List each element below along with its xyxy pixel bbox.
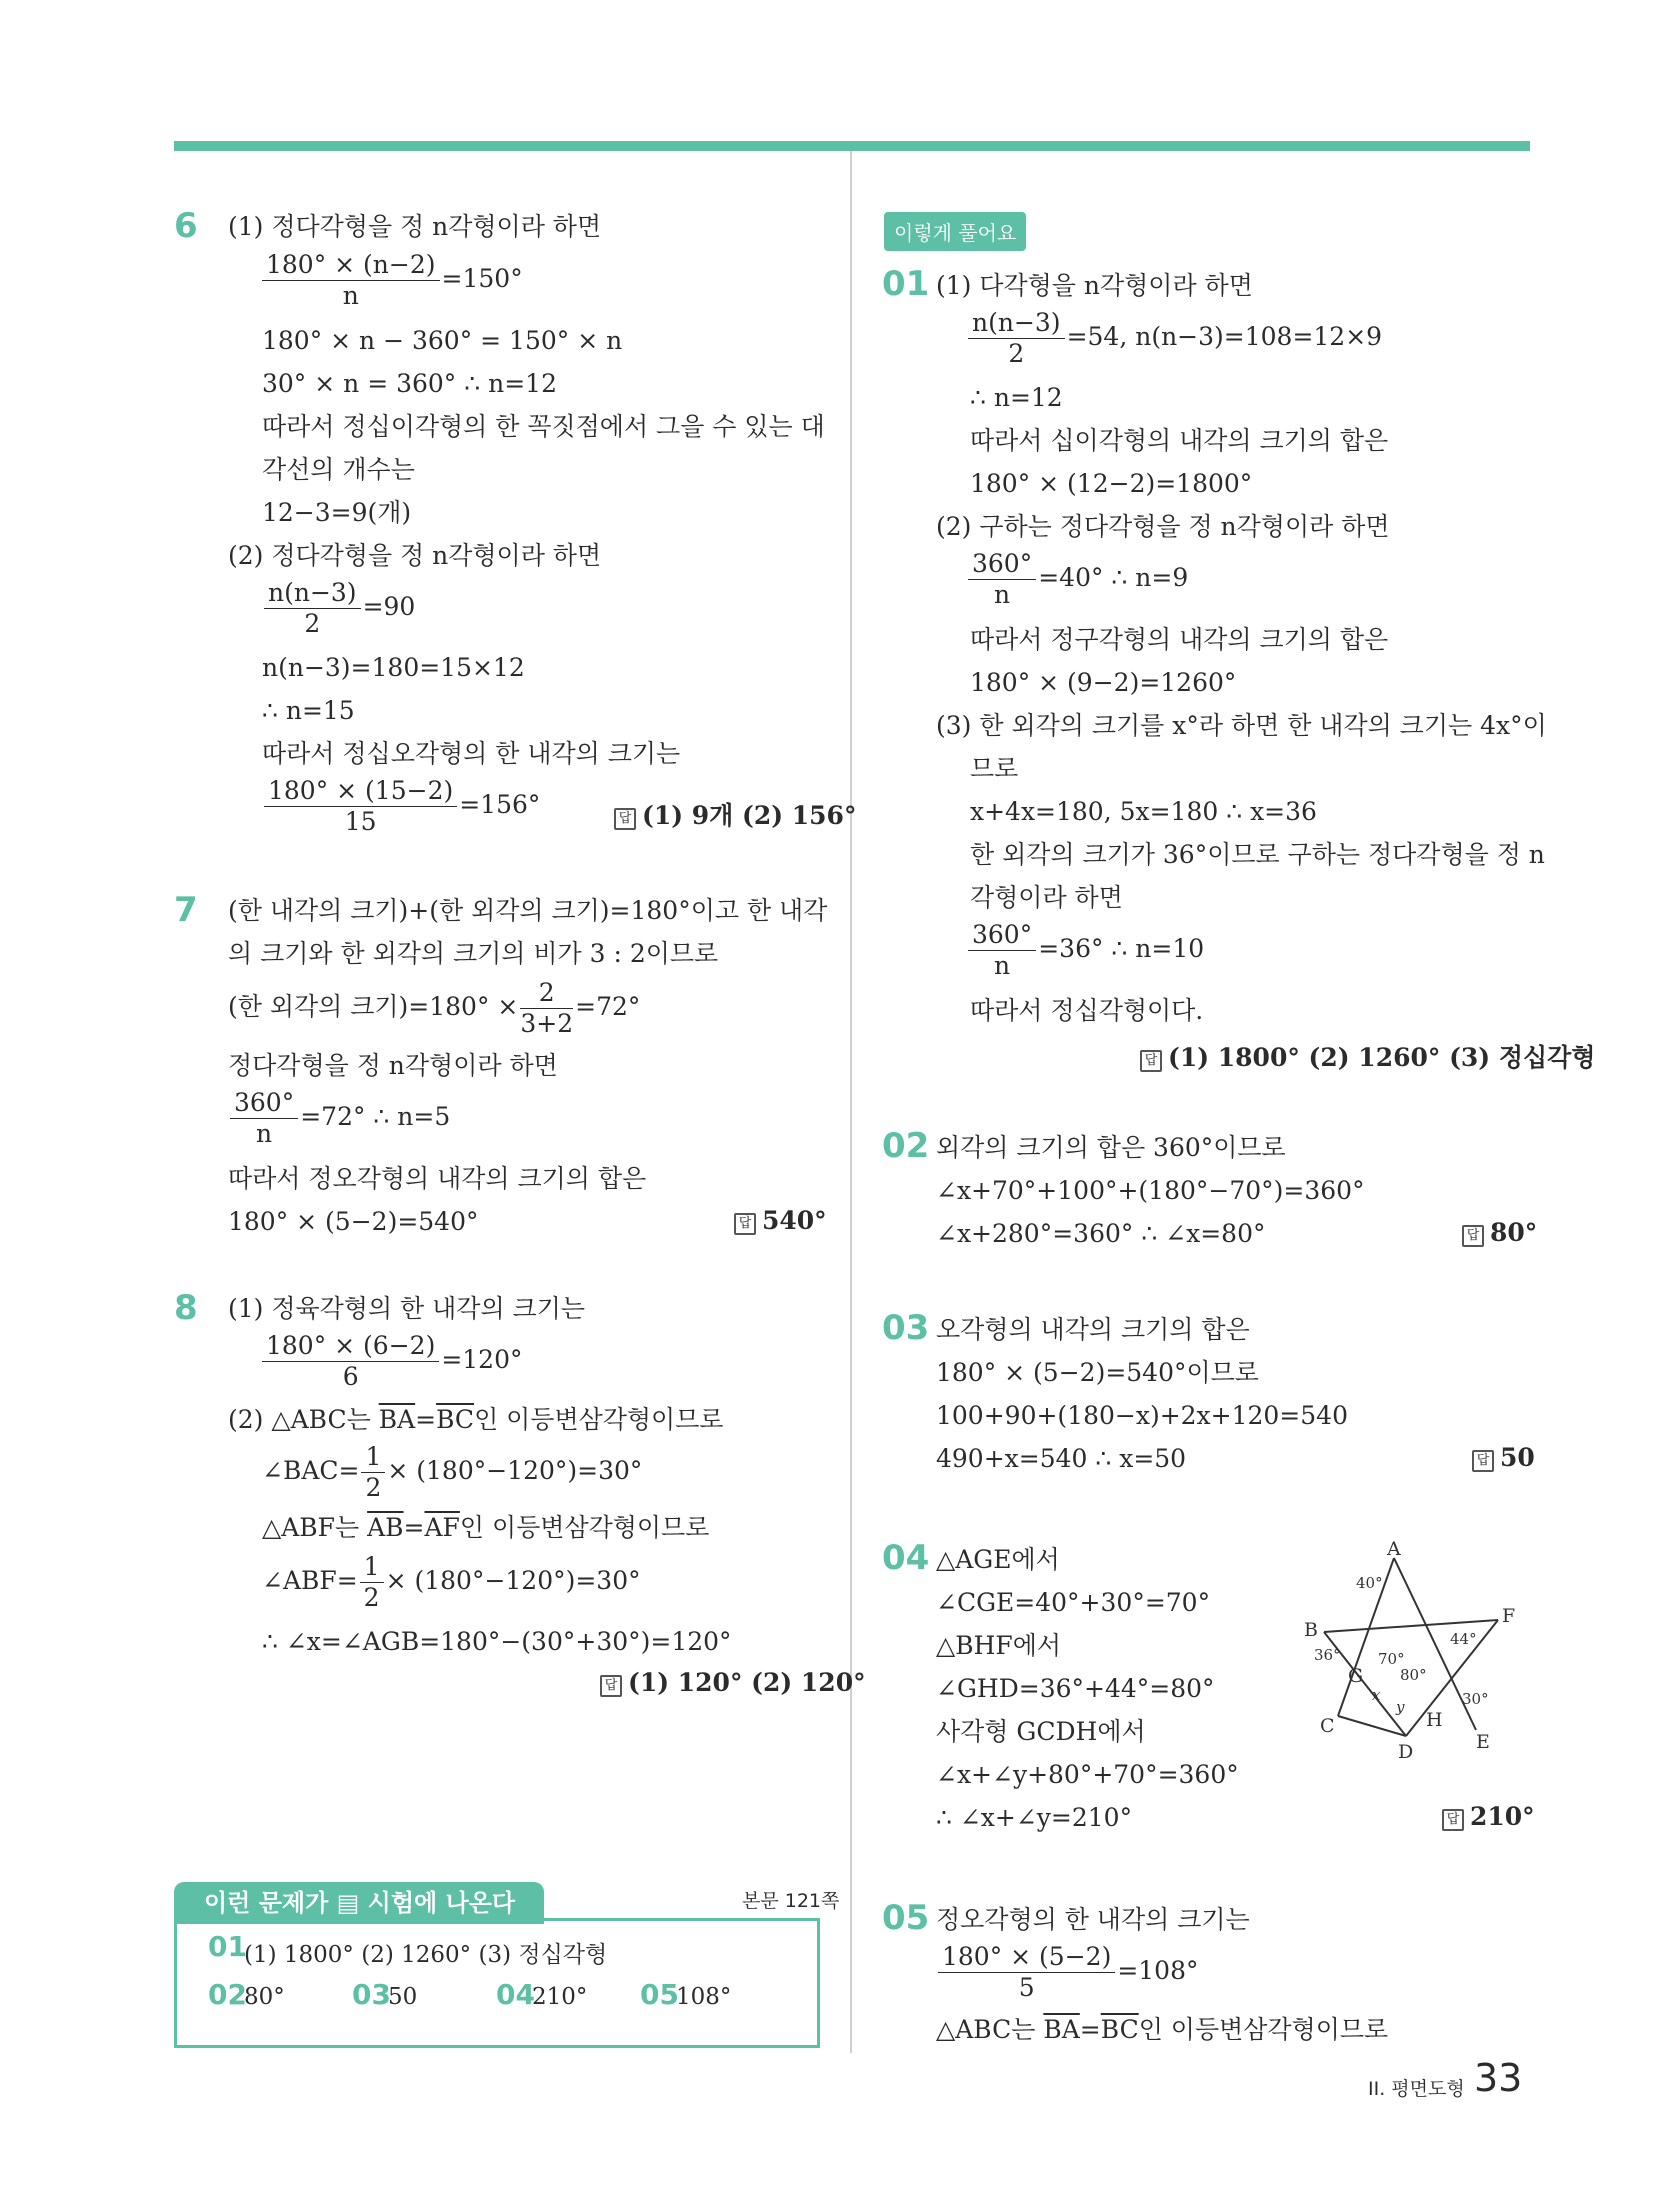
- box-val-03: 50: [388, 1984, 418, 2010]
- label-g: G: [1348, 1665, 1364, 1687]
- angle-80: 80°: [1400, 1666, 1427, 1684]
- q01-f3-numerator: 360°: [968, 920, 1036, 951]
- p7-line-3-text: (한 외각의 크기)=180° ×: [228, 992, 519, 1021]
- q02-line-3: ∠x+280°=360° ∴ ∠x=80°: [936, 1219, 1266, 1248]
- p8-half-numerator: 1: [361, 1442, 385, 1473]
- q04-line-1: △AGE에서: [936, 1545, 1060, 1574]
- p8-f1-denominator: 6: [342, 1362, 359, 1391]
- p7-fraction-2: [228, 1088, 450, 1149]
- box-num-01: 01: [208, 1930, 247, 1963]
- p7-line-6: 180° × (5−2)=540°: [228, 1207, 479, 1236]
- p6-f2-numerator: n(n−3): [264, 578, 361, 609]
- q03-line-3: 100+90+(180−x)+2x+120=540: [936, 1401, 1348, 1430]
- p7-f-numerator: 2: [520, 978, 573, 1009]
- q01-line-10: x+4x=180, 5x=180 ∴ x=36: [970, 797, 1317, 826]
- p8-l2-segment-ba: $\overline{BA}$: [378, 1405, 416, 1434]
- p6-fraction-2: [262, 578, 415, 639]
- q04-line-4: ∠GHD=36°+44°=80°: [936, 1674, 1215, 1703]
- p6-f1-numerator: 180° × (n−2): [262, 250, 440, 281]
- box-val-05: 108°: [676, 1984, 732, 2010]
- p6-line-6: 12−3=9(개): [262, 498, 412, 527]
- angle-36: 36°: [1314, 1646, 1341, 1664]
- q01-f2-numerator: 360°: [968, 549, 1036, 580]
- q01-line-12: 각형이라 하면: [970, 883, 1123, 912]
- p8-half2-denominator: 2: [363, 1583, 380, 1612]
- label-e: E: [1476, 1731, 1490, 1753]
- q01-line-1: (1) 다각형을 n각형이라 하면: [936, 271, 1253, 300]
- q01-line-8: (3) 한 외각의 크기를 x°라 하면 한 내각의 크기는 4x°이: [936, 711, 1547, 740]
- p7-line-3: [228, 978, 640, 1039]
- solution-badge: 이렇게 풀어요: [884, 212, 1026, 251]
- q05-number: 05: [882, 1898, 930, 1938]
- answer-icon: 답: [1140, 1050, 1162, 1072]
- top-accent-bar: [174, 141, 1530, 151]
- p6-f3-denominator: 15: [344, 807, 377, 836]
- p7-line-2: 의 크기와 한 외각의 크기의 비가 3 : 2이므로: [228, 939, 719, 968]
- q04-line-6: ∠x+∠y+80°+70°=360°: [936, 1760, 1239, 1789]
- p6-line-9: ∴ n=15: [262, 696, 355, 725]
- answer-icon: 답: [1472, 1450, 1494, 1472]
- label-f: F: [1502, 1605, 1516, 1627]
- label-a: A: [1387, 1540, 1401, 1560]
- p6-line-7: (2) 정다각형을 정 n각형이라 하면: [228, 541, 602, 570]
- p8-half2-numerator: 1: [360, 1552, 384, 1583]
- q01-line-5: (2) 구하는 정다각형을 정 n각형이라 하면: [936, 512, 1390, 541]
- p7-line-5: 따라서 정오각형의 내각의 크기의 합은: [228, 1164, 647, 1193]
- p8-line-3: [262, 1442, 642, 1503]
- box-val-04: 210°: [532, 1984, 588, 2010]
- q04-answer: [1442, 1802, 1535, 1831]
- q03-number: 03: [882, 1308, 930, 1348]
- p6-f2-result: =90: [362, 592, 416, 621]
- exam-box-header: 이런 문제가 ▤ 시험에 나온다: [174, 1882, 544, 1924]
- p8-fraction-1: [260, 1331, 523, 1392]
- footer-section: II. 평면도형: [1368, 2078, 1465, 2100]
- q01-line-4: 180° × (12−2)=1800°: [970, 469, 1253, 498]
- angle-y: y: [1396, 1698, 1405, 1716]
- q05-l2-e: 인 이등변삼각형이므로: [1138, 2015, 1389, 2044]
- p8-line-6: ∴ ∠x=∠AGB=180°−(30°+30°)=120°: [262, 1627, 732, 1656]
- box-num-03: 03: [352, 1978, 391, 2011]
- p6-f3-numerator: 180° × (15−2): [264, 776, 457, 807]
- q01-line-11: 한 외각의 크기가 36°이므로 구하는 정다각형을 정 n: [970, 840, 1545, 869]
- p8-l3-b: × (180°−120°)=30°: [387, 1456, 643, 1485]
- q01-f2-result: =40° ∴ n=9: [1038, 563, 1189, 592]
- q03-answer: [1472, 1443, 1535, 1472]
- p7-answer: [734, 1206, 827, 1235]
- answer-icon: 답: [614, 808, 636, 830]
- q05-f-numerator: 180° × (5−2): [938, 1942, 1115, 1973]
- p6-line-10: 따라서 정십오각형의 한 내각의 크기는: [262, 739, 681, 768]
- box-val-02: 80°: [244, 1984, 285, 2010]
- q01-fraction-2: [966, 549, 1188, 610]
- q01-f3-result: =36° ∴ n=10: [1038, 934, 1205, 963]
- q04-answer-text: 210°: [1470, 1802, 1535, 1831]
- p8-l2-a: (2) △ABC는: [228, 1405, 379, 1434]
- q02-line-1: 외각의 크기의 합은 360°이므로: [936, 1133, 1286, 1162]
- q01-line-6: 따라서 정구각형의 내각의 크기의 합은: [970, 625, 1389, 654]
- p6-f2-denominator: 2: [304, 609, 321, 638]
- p7-line-1: (한 내각의 크기)+(한 외각의 크기)=180°이고 한 내각: [228, 896, 828, 925]
- angle-40: 40°: [1356, 1574, 1383, 1592]
- q02-answer: [1462, 1218, 1537, 1247]
- p6-fraction-1: [260, 250, 523, 311]
- label-c: C: [1320, 1715, 1335, 1737]
- answer-icon: 답: [1462, 1225, 1484, 1247]
- p8-l3-a: ∠BAC=: [262, 1456, 360, 1485]
- q05-l2-eq: =: [1079, 2015, 1101, 2044]
- p8-line-4: [262, 1512, 709, 1544]
- q04-line-3: △BHF에서: [936, 1631, 1062, 1660]
- box-val-01: (1) 1800° (2) 1260° (3) 정십각형: [244, 1942, 608, 1968]
- q01-line-3: 따라서 십이각형의 내각의 크기의 합은: [970, 426, 1389, 455]
- p8-l4-a: △ABF는: [262, 1513, 368, 1542]
- p6-answer-text: (1) 9개 (2) 156°: [642, 801, 857, 830]
- page-number: 33: [1474, 2056, 1523, 2100]
- q01-line-7: 180° × (9−2)=1260°: [970, 668, 1237, 697]
- star-figure: [1296, 1540, 1536, 1770]
- q01-answer-text: (1) 1800° (2) 1260° (3) 정십각형: [1168, 1043, 1596, 1072]
- q01-answer: [1140, 1038, 1595, 1074]
- p6-line-8: n(n−3)=180=15×12: [262, 653, 525, 682]
- p7-f2-numerator: 360°: [230, 1088, 298, 1119]
- p8-answer: [600, 1668, 866, 1697]
- p8-l5-a: ∠ABF=: [262, 1566, 358, 1595]
- angle-70: 70°: [1378, 1650, 1405, 1668]
- problem-6-number: 6: [174, 206, 198, 246]
- p8-l5-b: × (180°−120°)=30°: [385, 1566, 641, 1595]
- p8-l4-segment-af: $\overline{AF}$: [424, 1513, 460, 1542]
- p8-l2-e: 인 이등변삼각형이므로: [474, 1405, 724, 1434]
- p7-f2-denominator: n: [256, 1119, 273, 1148]
- q05-line-1: 정오각형의 한 내각의 크기는: [936, 1905, 1250, 1934]
- p8-l4-segment-ab: $\overline{AB}$: [367, 1513, 404, 1542]
- q05-f-result: =108°: [1117, 1956, 1199, 1985]
- p8-l2-segment-bc: $\overline{BC}$: [436, 1405, 475, 1434]
- segment-cd: [1338, 1716, 1406, 1736]
- q05-l2-a: △ABC는: [936, 2015, 1044, 2044]
- q01-fraction-3: [966, 920, 1204, 981]
- q01-line-13: 따라서 정십각형이다.: [970, 996, 1204, 1025]
- q01-f1-numerator: n(n−3): [968, 308, 1065, 339]
- column-divider: [850, 151, 852, 2053]
- p6-answer: [614, 796, 856, 832]
- q03-line-1: 오각형의 내각의 크기의 합은: [936, 1315, 1250, 1344]
- label-b: B: [1304, 1619, 1318, 1641]
- q05-l2-segment-bc: $\overline{BC}$: [1100, 2015, 1139, 2044]
- answer-icon: 답: [600, 1675, 622, 1697]
- q04-line-7: ∴ ∠x+∠y=210°: [936, 1803, 1133, 1832]
- box-num-05: 05: [640, 1978, 679, 2011]
- answer-icon: 답: [1442, 1809, 1464, 1831]
- q01-line-2: ∴ n=12: [970, 383, 1063, 412]
- p7-f2-result: =72° ∴ n=5: [300, 1102, 451, 1131]
- box-num-04: 04: [496, 1978, 535, 2011]
- q05-f-denominator: 5: [1018, 1973, 1035, 2002]
- p7-f-result: =72°: [575, 992, 641, 1021]
- p7-answer-text: 540°: [762, 1206, 827, 1235]
- q04-line-5: 사각형 GCDH에서: [936, 1717, 1146, 1746]
- q03-answer-text: 50: [1500, 1443, 1535, 1472]
- p6-line-3: 30° × n = 360° ∴ n=12: [262, 369, 557, 398]
- p6-line-1: (1) 정다각형을 정 n각형이라 하면: [228, 212, 602, 241]
- q01-number: 01: [882, 264, 930, 304]
- q05-fraction: [936, 1942, 1199, 2003]
- box-num-02: 02: [208, 1978, 247, 2011]
- p6-fraction-3: [262, 776, 540, 837]
- p6-line-2: 180° × n − 360° = 150° × n: [262, 326, 623, 355]
- q05-l2-segment-ba: $\overline{BA}$: [1043, 2015, 1080, 2044]
- q02-number: 02: [882, 1126, 930, 1166]
- p8-answer-text: (1) 120° (2) 120°: [628, 1668, 866, 1697]
- p7-line-4: 정다각형을 정 n각형이라 하면: [228, 1051, 558, 1080]
- q01-f3-denominator: n: [994, 951, 1011, 980]
- q05-line-2: [936, 2014, 1388, 2046]
- answer-icon: 답: [734, 1213, 756, 1235]
- q04-number: 04: [882, 1538, 930, 1578]
- q03-line-2: 180° × (5−2)=540°이므로: [936, 1358, 1259, 1387]
- p8-line-5: [262, 1552, 641, 1613]
- p6-f1-result: =150°: [441, 264, 523, 293]
- exam-box-page-ref: 본문 121쪽: [742, 1890, 840, 1912]
- q01-fraction-1: [966, 308, 1382, 369]
- q04-line-2: ∠CGE=40°+30°=70°: [936, 1588, 1211, 1617]
- q01-f1-denominator: 2: [1008, 339, 1025, 368]
- angle-x: x: [1372, 1686, 1381, 1704]
- q01-f2-denominator: n: [994, 580, 1011, 609]
- p8-half-denominator: 2: [365, 1473, 382, 1502]
- p8-f1-numerator: 180° × (6−2): [262, 1331, 439, 1362]
- p6-f3-result: =156°: [459, 790, 541, 819]
- label-d: D: [1398, 1741, 1414, 1763]
- angle-30: 30°: [1462, 1690, 1489, 1708]
- p6-f1-denominator: n: [342, 281, 359, 310]
- q03-line-4: 490+x=540 ∴ x=50: [936, 1444, 1187, 1473]
- problem-8-number: 8: [174, 1288, 198, 1328]
- q01-line-9: 므로: [970, 754, 1019, 783]
- problem-7-number: 7: [174, 890, 198, 930]
- p8-f1-result: =120°: [441, 1345, 523, 1374]
- q01-f1-result: =54, n(n−3)=108=12×9: [1066, 322, 1383, 351]
- p6-line-5: 각선의 개수는: [262, 455, 415, 484]
- angle-44: 44°: [1450, 1630, 1477, 1648]
- q02-answer-text: 80°: [1490, 1218, 1538, 1247]
- p8-line-1: (1) 정육각형의 한 내각의 크기는: [228, 1294, 586, 1323]
- label-h: H: [1426, 1709, 1443, 1731]
- p6-line-4: 따라서 정십이각형의 한 꼭짓점에서 그을 수 있는 대: [262, 412, 825, 441]
- q02-line-2: ∠x+70°+100°+(180°−70°)=360°: [936, 1176, 1365, 1205]
- p8-line-2: [228, 1404, 724, 1436]
- p8-l4-eq: =: [403, 1513, 425, 1542]
- p7-f-denominator: 3+2: [520, 1009, 574, 1038]
- p8-l4-e: 인 이등변삼각형이므로: [459, 1513, 710, 1542]
- p8-l2-eq: =: [415, 1405, 437, 1434]
